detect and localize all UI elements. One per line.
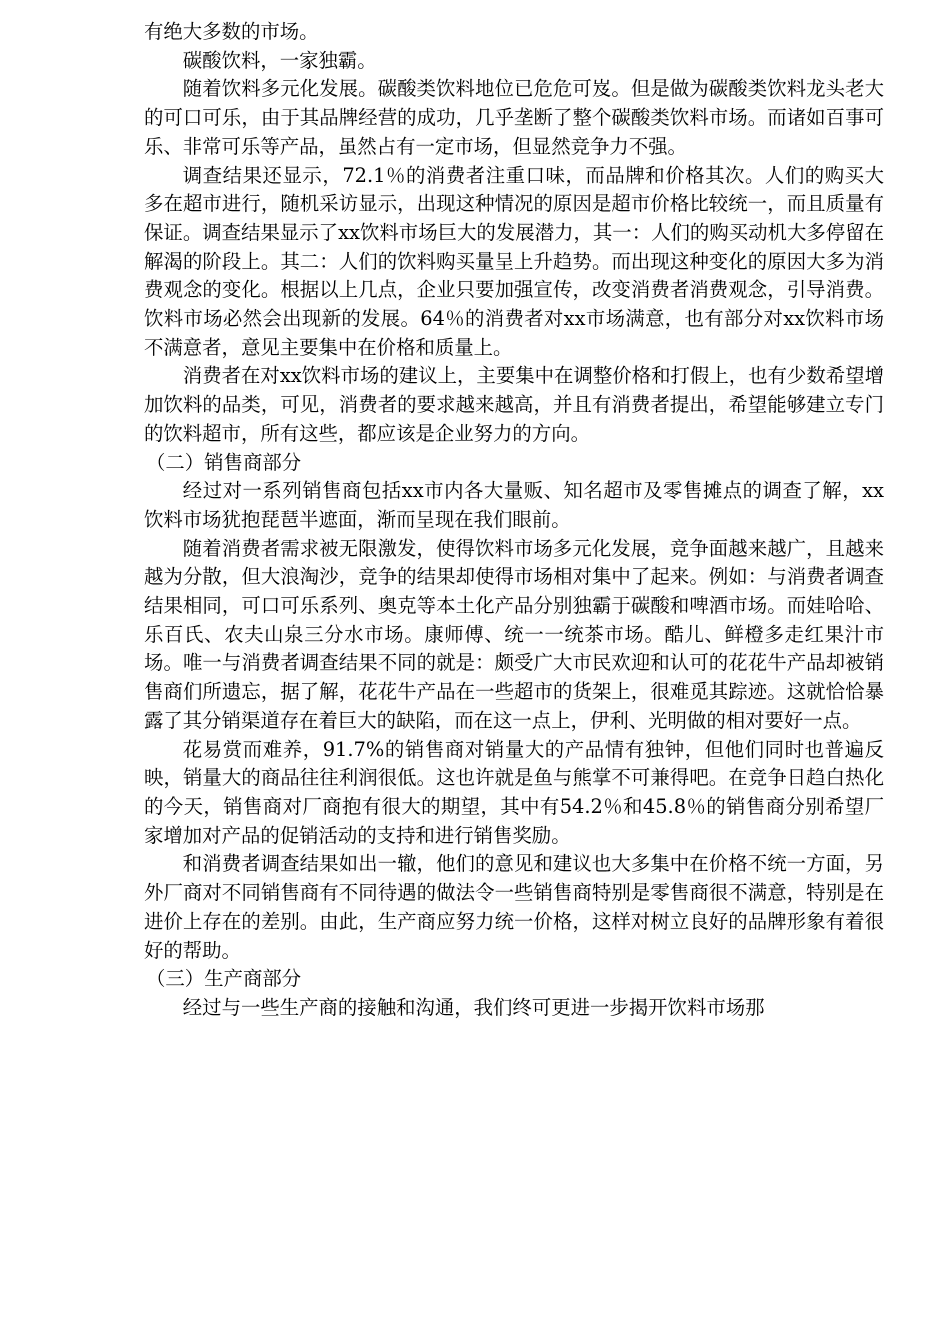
paragraph-retailer-opinions: 和消费者调查结果如出一辙，他们的意见和建议也大多集中在价格不统一方面，另外厂商对不同销售商有不同待遇的做法令一些销售商特别是零售商很不满意，特别是在进价上存在的差别。由此，生产商应努力统一价格，这样对树立良好的品牌形象有着很好的帮助。 (144, 852, 884, 962)
document-page (144, 18, 884, 1023)
paragraph-continuation: 有绝大多数的市场。 (144, 20, 319, 43)
paragraph-carbonated-summary: 碳酸饮料，一家独霸。 (182, 48, 377, 72)
paragraph-sales-volume: 花易赏而难养，91.7%的销售商对销量大的产品情有独钟，但他们同时也普遍反映，销量大的商品往往利润很低。这也许就是鱼与熊掌不可兼得吧。在竞争日趋白热化的今天，销售商对厂商抱有很大的期望，其中有54.2％和45.8％的销售商分别希望厂家增加对产品的促销活动的支持和进行销售奖励。 (144, 737, 884, 847)
paragraph-retailer-intro: 经过对一系列销售商包括xx市内各大量贩、知名超市及零售摊点的调查了解，xx饮料市场犹抱琵琶半遮面，渐而呈现在我们眼前。 (144, 479, 884, 531)
paragraph-carbonated-detail: 随着饮料多元化发展。碳酸类饮料地位已危危可岌。但是做为碳酸类饮料龙头老大的可口可乐，由于其品牌经营的成功，几乎垄断了整个碳酸类饮料市场。而诸如百事可乐、非常可乐等产品，虽然占有一定市场，但显然竞争力不强。 (144, 77, 884, 158)
paragraph-market-concentration: 随着消费者需求被无限激发，使得饮料市场多元化发展，竞争面越来越广，且越来越为分散，但大浪淘沙，竞争的结果却使得市场相对集中了起来。例如：与消费者调查结果相同，可口可乐系列、奥克等本土化产品分别独霸于碳酸和啤酒市场。而娃哈哈、乐百氏、农夫山泉三分水市场。康师傅、统一一统茶市场。酷儿、鲜橙多走红果汁市场。唯一与消费者调查结果不同的就是：颇受广大市民欢迎和认可的花花牛产品却被销售商们所遗忘，据了解，花花牛产品在一些超市的货架上，很难觅其踪迹。这就恰恰暴露了其分销渠道存在着巨大的缺陷，而在这一点上，伊利、光明做的相对要好一点。 (144, 536, 884, 732)
paragraph-survey-results: 调查结果还显示，72.1％的消费者注重口味，而品牌和价格其次。人们的购买大多在超市进行，随机采访显示，出现这种情况的原因是超市价格比较统一，而且质量有保证。调查结果显示了xx饮料市场巨大的发展潜力，其一：人们的购买动机大多停留在解渴的阶段上。其二：人们的饮料购买量呈上升趋势。而出现这种变化的原因大多为消费观念的变化。根据以上几点，企业只要加强宣传，改变消费者消费观念，引导消费。饮料市场必然会出现新的发展。64％的消费者对xx市场满意，也有部分对xx饮料市场不满意者，意见主要集中在价格和质量上。 (144, 163, 884, 359)
section-heading-producers: （三）生产商部分 (146, 967, 302, 991)
paragraph-consumer-suggestions: 消费者在对xx饮料市场的建议上，主要集中在调整价格和打假上，也有少数希望增加饮料的品类，可见，消费者的要求越来越高，并且有消费者提出，希望能够建立专门的饮料超市，所有这些，都应该是企业努力的方向。 (144, 364, 884, 445)
paragraph-producer-intro: 经过与一些生产商的接触和沟通，我们终可更进一步揭开饮料市场那 (182, 995, 765, 1019)
section-heading-retailers: （二）销售商部分 (146, 450, 302, 474)
